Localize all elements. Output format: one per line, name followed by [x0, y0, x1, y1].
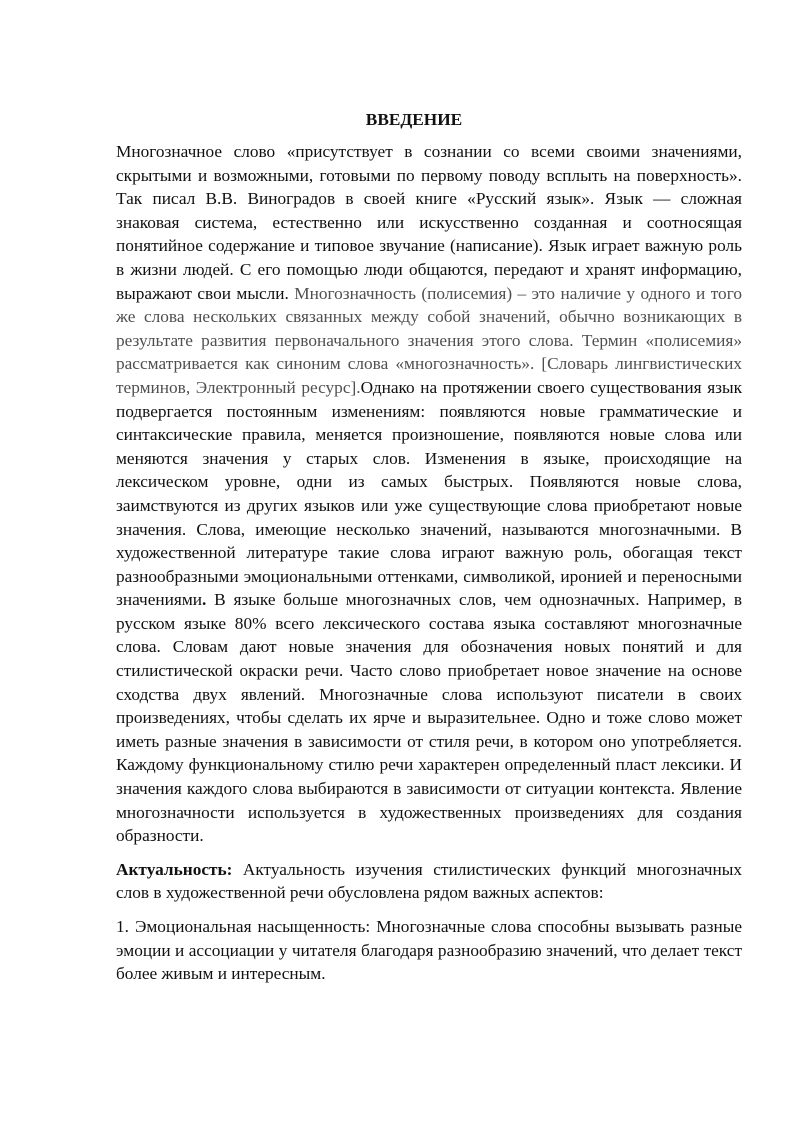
document-body — [116, 108, 742, 986]
intro-quote: Многозначное слово «присутствует в сознании со всеми своими значениями, скрытыми и возможными, готовыми по первому поводу всплыть на поверхность». — [116, 142, 742, 185]
relevance-text: Актуальность изучения стилистических функций многозначных слов в художественной речи обусловлена рядом важных аспектов: — [116, 859, 742, 903]
intro-language-change: Однако на протяжении своего существования язык подвергается постоянным изменениям: появляются новые грамматические и синтаксические правила, меняется произношение, появляются новые слова или меняются значения у старых слов. Изменения в языке, происходящие на лексическом уровне, одни из самых быстрых. Появляются новые слова, заимствуются из других языков или уже существующие слова приобретают новые значения. Слова, имеющие несколько значений, называются многозначными. В художественной литературе такие слова играют важную роль, обогащая текст разнообразными эмоциональными оттенками, символикой, иронией и переносными значениями — [116, 377, 742, 610]
relevance-paragraph — [116, 858, 742, 905]
page-title: ВВЕДЕНИЕ — [365, 110, 463, 129]
relevance-label: Актуальность: — [116, 859, 233, 879]
intro-polysemy-usage: В языке больше многозначных слов, чем однозначных. Например, в русском языке 80% всего лексического состава языка составляют многозначные слова. Словам дают новые значения для обозначения новых понятий и для стилистической окраски речи. Часто слово приобретает новое значение на основе сходства двух явлений. Многозначные слова используют писатели в своих произведениях, чтобы сделать их ярче и выразительнее. Одно и тоже слово может иметь разные значения в зависимости от стиля речи, в котором оно употребляется. Каждому функциональному стилю речи характерен определенный пласт лексики. И значения каждого слова выбираются в зависимости от ситуации контекста. Явление многозначности используется в художественных произведениях для создания образности. — [116, 590, 742, 846]
intro-paragraph — [116, 140, 742, 848]
list-item: 1. Эмоциональная насыщенность: Многозначные слова способны вызывать разные эмоции и ассоциации у читателя благодаря разнообразию значений, что делает текст более живым и интересным. — [116, 917, 742, 984]
bold-period: . — [202, 590, 207, 610]
polysemy-definition: Многозначность (полисемия) – это наличие у одного и того же слова нескольких связанных между собой значений, обычно возникающих в результате развития первоначального значения этого слова. Термин «полисемия» рассматривается как синоним слова «многозначность». [Словарь лингвистических терминов, Электронный ресурс]. — [116, 283, 742, 397]
intro-language-text: Так писал В.В. Виноградов в своей книге «Русский язык». Язык — сложная знаковая система, естественно или искусственно созданная и соотносящая понятийное содержание и типовое звучание (написание). Язык играет важную роль в жизни людей. С его помощью люди общаются, передают и хранят информацию, выражают свои мысли. — [116, 189, 742, 303]
